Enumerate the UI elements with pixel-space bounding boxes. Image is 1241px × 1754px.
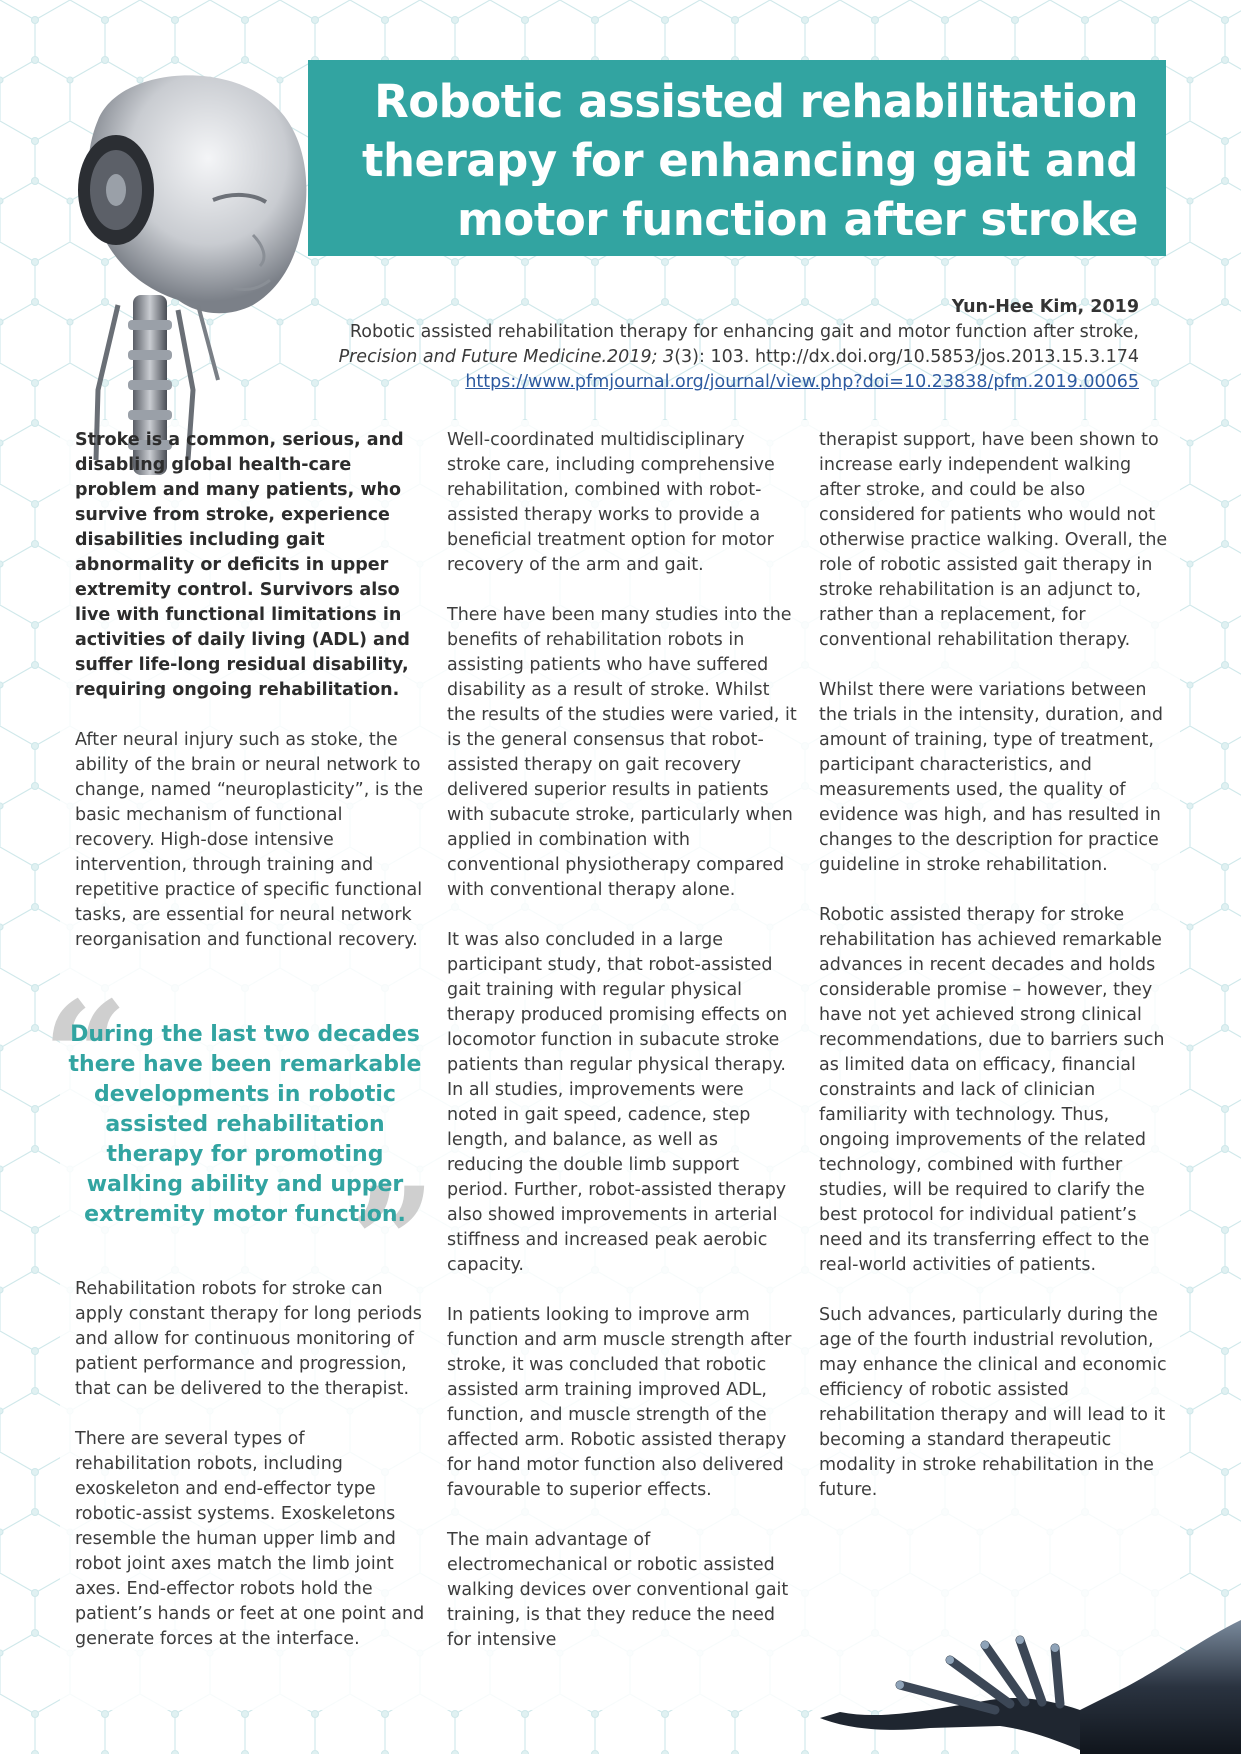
column-2	[447, 428, 797, 1678]
col2-paragraph-2: There have been many studies into the benefits of rehabilitation robots in assisting patients who have suffered disability as a result of stroke. Whilst the results of the studies were varied, it is the general consensus that robot-assisted therapy on gait recovery delivered superior results in patients with subacute stroke, particularly when applied in combination with conventional physiotherapy compared with conventional therapy alone.	[447, 605, 797, 900]
citation-url-link[interactable]: https://www.pfmjournal.org/journal/view.php?doi=10.23838/pfm.2019.00065	[465, 372, 1139, 392]
citation-block	[239, 295, 1139, 395]
col2-paragraph-4: In patients looking to improve arm function and arm muscle strength after stroke, it was concluded that robotic assisted arm training improved ADL, function, and muscle strength of the affected arm. Robotic assisted therapy for hand motor function also delivered favourable to superior effects.	[447, 1305, 792, 1500]
col2-paragraph-3: It was also concluded in a large participant study, that robot-assisted gait training with regular physical therapy produced promising effects on locomotor function in subacute stroke patients than regular physical therapy. In all studies, improvements were noted in gait speed, cadence, step length, and balance, as well as reducing the double limb support period. Further, robot-assisted therapy also showed improvements in arterial stiffness and increased peak aerobic capacity.	[447, 930, 788, 1275]
column-1-lower	[75, 1277, 425, 1677]
citation-journal: Precision and Future Medicine.2019; 3	[338, 347, 675, 367]
citation-line1: Robotic assisted rehabilitation therapy for enhancing gait and motor function after stroke,	[349, 322, 1139, 342]
pull-quote	[42, 969, 436, 1331]
col2-paragraph-1: Well-coordinated multidisciplinary stroke care, including comprehensive rehabilitation, combined with robot-assisted therapy works to provide a beneficial treatment option for motor recovery of the arm and gait.	[447, 430, 775, 575]
citation-line2	[239, 345, 1139, 370]
open-quote-icon: “	[42, 969, 129, 1145]
column-3	[819, 428, 1169, 1528]
page-title: Robotic assisted rehabilitation therapy for enhancing gait and motor function after stroke	[362, 75, 1138, 246]
citation-author: Yun-Hee Kim, 2019	[951, 297, 1139, 317]
col1-paragraph-2: After neural injury such as stoke, the ability of the brain or neural network to change, named “neuroplasticity”, is the basic mechanism of functional recovery. High-dose intensive intervention, through training and repetitive practice of specific functional tasks, are essential for neural network reorganisation and functional recovery.	[75, 730, 424, 950]
col3-paragraph-4: Such advances, particularly during the age of the fourth industrial revolution, may enhance the clinical and economic efficiency of robotic assisted rehabilitation therapy and will lead to it becoming a standard therapeutic modality in stroke rehabilitation in the future.	[819, 1305, 1167, 1500]
citation-doi: : 103. http://dx.doi.org/10.5853/jos.2013.15.3.174	[698, 347, 1139, 367]
robot-hand-image	[780, 1600, 1241, 1754]
column-1	[75, 428, 425, 978]
col2-paragraph-5: The main advantage of electromechanical or robotic assisted walking devices over conventional gait training, is that they reduce the need for intensive	[447, 1530, 789, 1650]
robot-head-image	[38, 60, 338, 480]
lead-paragraph: Stroke is a common, serious, and disabling global health-care problem and many patients, who survive from stroke, experience disabilities including gait abnormality or deficits in upper extremity control. Survivors also live with functional limitations in activities of daily living (ADL) and suffer life-long residual disability, requiring ongoing rehabilitation.	[75, 430, 410, 700]
col3-paragraph-2: Whilst there were variations between the trials in the intensity, duration, and amount of training, type of treatment, participant characteristics, and measurements used, the quality of evidence was high, and has resulted in changes to the description for practice guideline in stroke rehabilitation.	[819, 680, 1163, 875]
citation-issue: (3)	[674, 347, 699, 367]
col1-paragraph-3: Rehabilitation robots for stroke can apply constant therapy for long periods and allow for continuous monitoring of patient performance and progression, that can be delivered to the therapist.	[75, 1279, 422, 1399]
col3-paragraph-1: therapist support, have been shown to increase early independent walking after stroke, and could be also considered for patients who would not otherwise practice walking. Overall, the role of robotic assisted gait therapy in stroke rehabilitation is an adjunct to, rather than a replacement, for conventional rehabilitation therapy.	[819, 430, 1168, 650]
pull-quote-text: During the last two decades there have been remarkable developments in robotic assisted rehabilitation therapy for promoting walking ability and upper extremity motor function.	[68, 1022, 422, 1227]
close-quote-icon: ”	[349, 1155, 436, 1331]
title-banner	[308, 60, 1166, 256]
col3-paragraph-3: Robotic assisted therapy for stroke rehabilitation has achieved remarkable advances in recent decades and holds considerable promise – however, they have not yet achieved strong clinical recommendations, due to barriers such as limited data on efficacy, financial constraints and lack of clinician familiarity with technology. Thus, ongoing improvements of the related technology, combined with further studies, will be required to clarify the best protocol for individual patient’s need and its transferring effect to the real-world activities of patients.	[819, 905, 1165, 1275]
col1-paragraph-4: There are several types of rehabilitation robots, including exoskeleton and end-effector type robotic-assist systems. Exoskeletons resemble the human upper limb and robot joint axes match the limb joint axes. End-effector robots hold the patient’s hands or feet at one point and generate forces at the interface.	[75, 1429, 425, 1649]
